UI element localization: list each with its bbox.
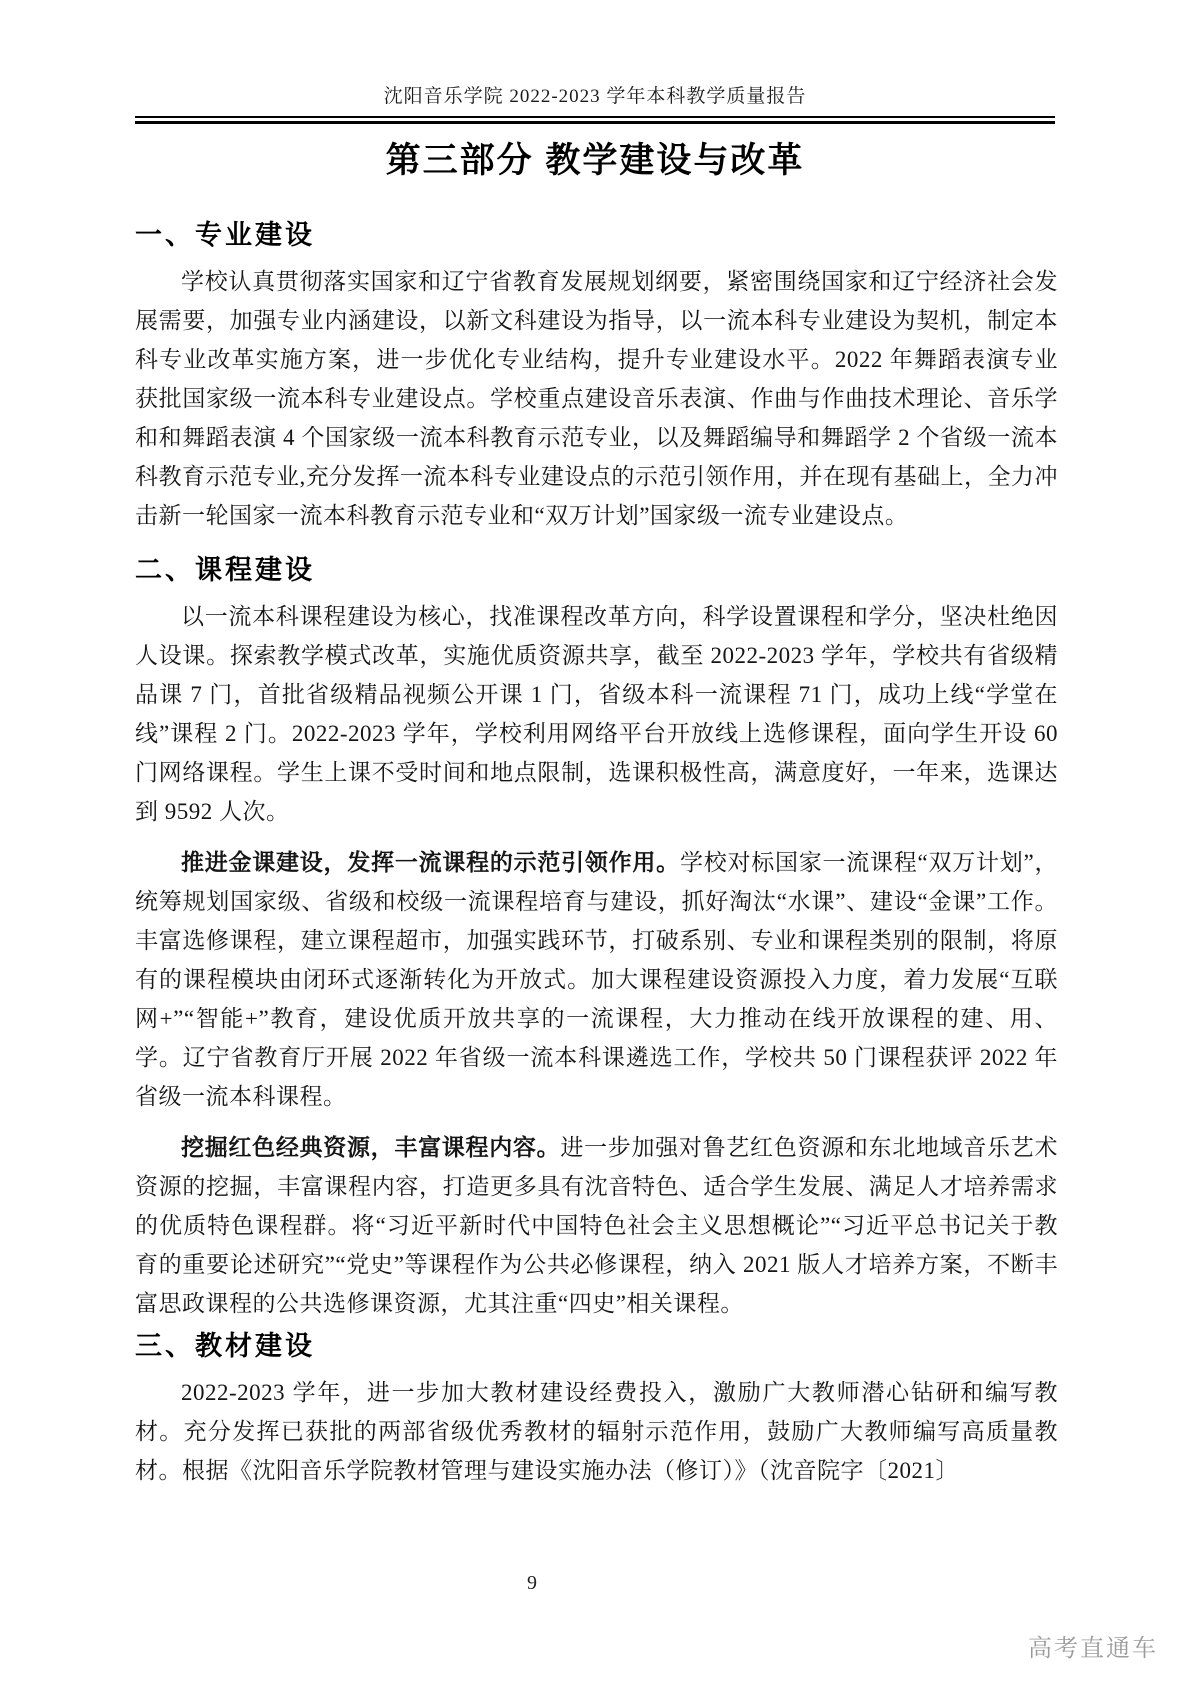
section-heading-2: 二、课程建设 [135,555,315,585]
running-header: 沈阳音乐学院 2022-2023 学年本科教学质量报告 [383,86,807,107]
section-heading-3: 三、教材建设 [135,1331,315,1361]
paragraph-text: 学校认真贯彻落实国家和辽宁省教育发展规划纲要，紧密围绕国家和辽宁经济社会发展需要，加强专业内涵建设，以新文科建设为指导，以一流本科专业建设为契机，制定本科专业改革实施方案，进一步优化专业结构，提升专业建设水平。2022 年舞蹈表演专业获批国家级一流本科专业建设点。学校重点建设音乐表演、作曲与作曲技术理论、音乐学和和舞蹈表演 4 个国家级一流本科教育示范专业，以及舞蹈编导和舞蹈学 2 个省级一流本科教育示范专业,充分发挥一流本科专业建设点的示范引领作用，并在现有基础上，全力冲击新一轮国家一流本科教育示范专业和“双万计划”国家级一流专业建设点。 [135,269,1058,528]
paragraph-text: 进一步加强对鲁艺红色资源和东北地域音乐艺术资源的挖掘，丰富课程内容，打造更多具有沈音特色、适合学生发展、满足人才培养需求的优质特色课程群。将“习近平新时代中国特色社会主义思想概论”“习近平总书记关于教育的重要论述研究”“党史”等课程作为公共必修课程，纳入 2021 版人才培养方案，不断丰富思政课程的公共选修课资源，尤其注重“四史”相关课程。 [135,1135,1059,1316]
paragraph [135,262,1058,535]
watermark: 高考直通车 [1028,1636,1158,1662]
paragraph [135,1373,1058,1490]
page-title: 第三部分 教学建设与改革 [385,141,805,180]
header-double-rule [135,116,1055,124]
paragraph [135,843,1058,1116]
paragraph [135,597,1058,831]
paragraph-text: 2022-2023 学年，进一步加大教材建设经费投入，激励广大教师潜心钻研和编写教材。充分发挥已获批的两部省级优秀教材的辐射示范作用，鼓励广大教师编写高质量教材。根据《沈阳音乐学院教材管理与建设实施办法（修订）》（沈音院字〔2021〕 [135,1380,1058,1483]
paragraph-bold-lead: 挖掘红色经典资源，丰富课程内容。 [181,1135,561,1160]
paragraph-text: 学校对标国家一流课程“双万计划”，统筹规划国家级、省级和校级一流课程培育与建设，抓好淘汰“水课”、建设“金课”工作。丰富选修课程，建立课程超市，加强实践环节，打破系别、专业和课程类别的限制，将原有的课程模块由闭环式逐渐转化为开放式。加大课程建设资源投入力度，着力发展“互联网+”“智能+”教育，建设优质开放共享的一流课程，大力推动在线开放课程的建、用、学。辽宁省教育厅开展 2022 年省级一流本科课遴选工作，学校共 50 门课程获评 2022 年省级一流本科课程。 [135,850,1058,1109]
section-heading-1: 一、专业建设 [135,220,315,250]
page-number: 9 [527,1572,537,1594]
paragraph [135,1128,1058,1323]
paragraph-bold-lead: 推进金课建设，发挥一流课程的示范引领作用。 [181,850,680,875]
paragraph-text: 以一流本科课程建设为核心，找准课程改革方向，科学设置课程和学分，坚决杜绝因人设课。探索教学模式改革，实施优质资源共享，截至 2022-2023 学年，学校共有省级精品课 7 门，首批省级精品视频公开课 1 门，省级本科一流课程 71 门，成功上线“学堂在线”课程 2 门。2022-2023 学年，学校利用网络平台开放线上选修课程，面向学生开设 60 门网络课程。学生上课不受时间和地点限制，选课积极性高，满意度好，一年来，选课达到 9592 人次。 [135,604,1058,824]
document-body [135,214,1058,1490]
